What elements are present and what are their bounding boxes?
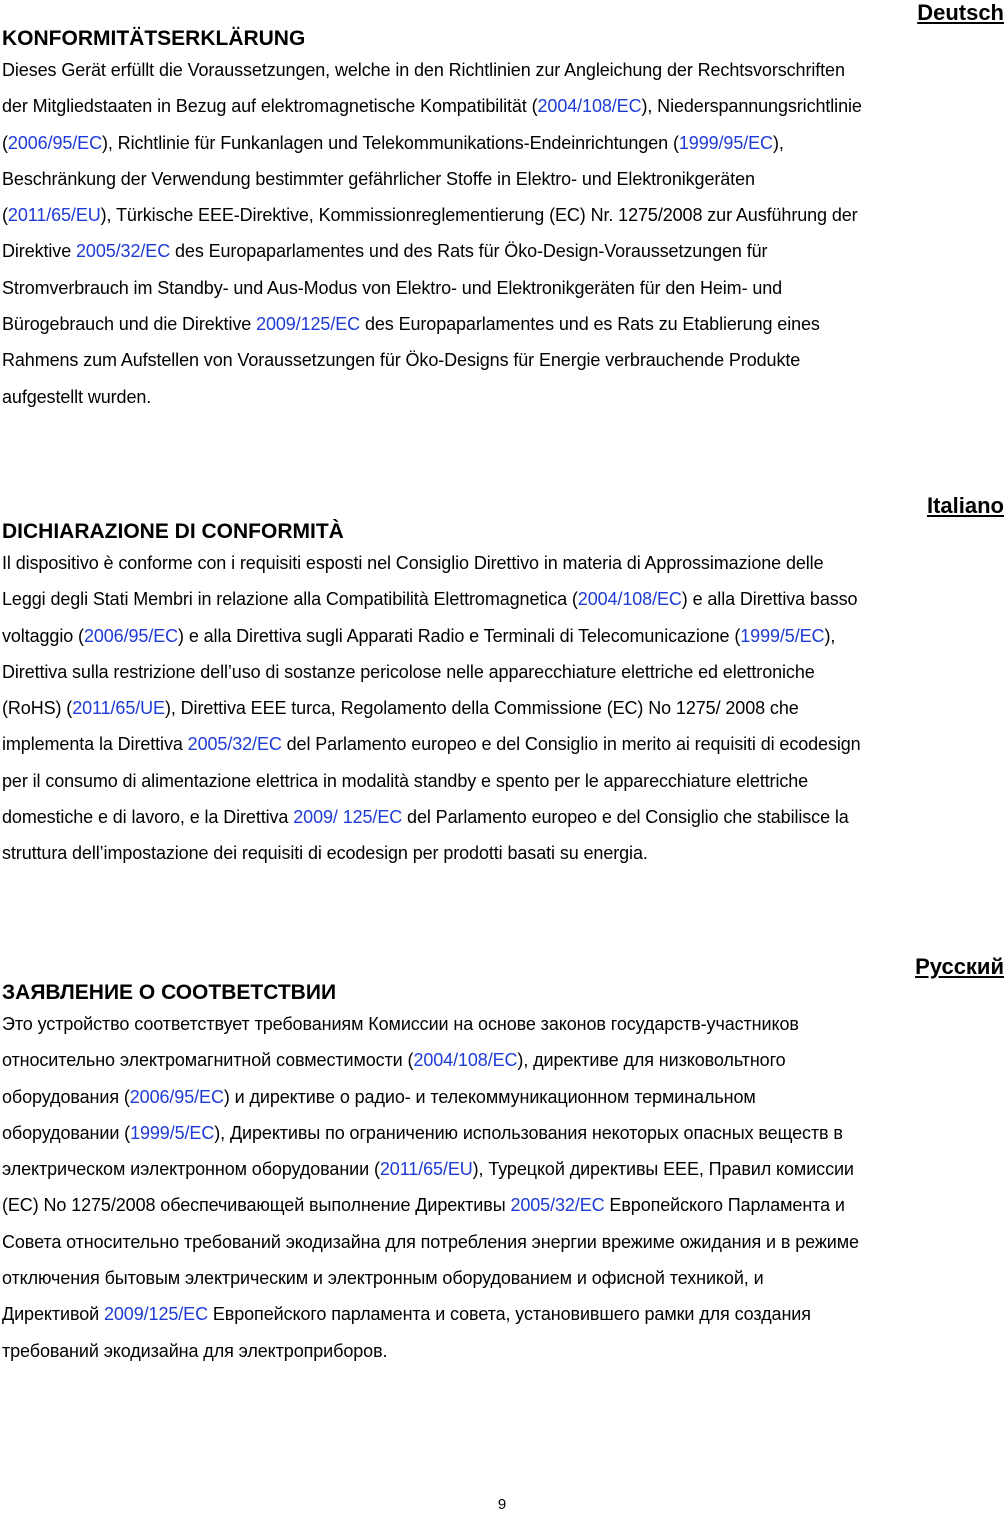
text-line <box>0 1260 1004 1296</box>
section-title: ЗАЯВЛЕНИЕ О СООТВЕТСТВИИ <box>2 981 337 1004</box>
directive-reference: 2011/65/EU <box>7 205 101 226</box>
text-fragment: ) e alla Direttiva sugli Apparati Radio e Terminali di Telecomunicazione ( <box>178 625 741 646</box>
text-fragment: del Parlamento europeo e del Consiglio in merito ai requisiti di ecodesign <box>281 734 861 755</box>
text-fragment: (RoHS) ( <box>2 698 73 719</box>
text-fragment: Европейского Парламента и <box>604 1195 845 1216</box>
directive-reference: 2004/108/EC <box>577 589 682 610</box>
text-fragment: оборудовании ( <box>2 1122 131 1143</box>
directive-reference: 1999/5/EC <box>130 1122 215 1143</box>
directive-reference: 2005/32/EC <box>187 734 282 755</box>
text-fragment: del Parlamento europeo e del Consiglio che stabilisce la <box>402 807 849 828</box>
text-fragment: Bürogebrauch und die Direktive <box>2 314 257 335</box>
text-line <box>0 125 1004 161</box>
text-fragment: ) e alla Direttiva basso <box>681 589 858 610</box>
directive-reference: 2009/ 125/EC <box>293 807 403 828</box>
text-fragment: относительно электромагнитной совместимости ( <box>2 1050 414 1071</box>
text-line <box>0 306 1004 342</box>
text-line <box>0 342 1004 378</box>
text-fragment: Совета относительно требований экодизайна для потребления энергии врежиме ожидания и в режиме <box>2 1231 859 1252</box>
directive-reference: 2005/32/EC <box>510 1195 605 1216</box>
text-fragment: Leggi degli Stati Membri in relazione alla Compatibilità Elettromagnetica ( <box>2 589 578 610</box>
text-line <box>0 1333 1004 1369</box>
section-title: DICHIARAZIONE DI CONFORMITÀ <box>2 520 344 543</box>
text-fragment: ), Türkische EEE-Direktive, Kommissionreglementierung (EC) Nr. 1275/2008 zur Ausführung der <box>100 205 858 226</box>
text-fragment: ), <box>772 132 784 153</box>
text-fragment: Direttiva sulla restrizione dell’uso di sostanze pericolose nelle apparecchiature elettriche ed elettroniche <box>2 661 815 682</box>
directive-reference: 2006/95/EC <box>7 132 102 153</box>
directive-reference: 2006/95/EC <box>83 625 179 646</box>
text-fragment: per il consumo di alimentazione elettrica in modalità standby e spento per le apparecchiature elettriche <box>2 770 809 791</box>
text-fragment: отключения бытовым электрическим и электронным оборудованием и офисной техникой, и <box>2 1268 764 1289</box>
language-label: Русский <box>915 954 1004 979</box>
text-fragment: (EC) No 1275/2008 обеспечивающей выполнение Директивы <box>2 1195 511 1216</box>
text-line <box>0 1042 1004 1078</box>
text-fragment: Rahmens zum Aufstellen von Voraussetzungen für Öko-Designs für Energie verbrauchende Produkte <box>2 350 801 371</box>
text-fragment: Директивой <box>2 1304 104 1325</box>
text-fragment: ), <box>824 625 836 646</box>
text-fragment: ), Турецкой директивы EEE, Правил комиссии <box>472 1159 854 1180</box>
text-fragment: ), Niederspannungsrichtlinie <box>641 96 862 117</box>
text-fragment: Европейского парламента и совета, установившего рамки для создания <box>207 1304 811 1325</box>
text-line <box>0 1224 1004 1260</box>
text-fragment: domestiche e di lavoro, e la Direttiva <box>2 807 294 828</box>
text-fragment: ( <box>2 205 8 226</box>
text-fragment: ), Директивы по ограничению использования некоторых опасных веществ в <box>214 1122 843 1143</box>
section-italiano <box>0 493 1004 872</box>
section-body <box>0 545 1004 872</box>
text-fragment: Stromverbrauch im Standby- und Aus-Modus von Elektro- und Elektronikgeräten für den Heim- und <box>2 277 783 298</box>
text-line <box>0 835 1004 871</box>
text-fragment: ), Richtlinie für Funkanlagen und Telekommunikations-Endeinrichtungen ( <box>101 132 679 153</box>
text-line <box>0 1296 1004 1332</box>
section-body <box>0 52 1004 415</box>
directive-reference: 1999/95/EC <box>678 132 773 153</box>
section-title: KONFORMITÄTSERKLÄRUNG <box>2 27 306 50</box>
text-line <box>0 1079 1004 1115</box>
text-line <box>0 545 1004 581</box>
directive-reference: 2009/125/EC <box>103 1304 208 1325</box>
text-fragment: ) и директиве о радио- и телекоммуникационном терминальном <box>223 1086 756 1107</box>
text-line <box>0 799 1004 835</box>
text-line <box>0 270 1004 306</box>
text-line <box>0 88 1004 124</box>
text-line <box>0 1187 1004 1223</box>
section-deutsch <box>0 0 1004 415</box>
text-line <box>0 763 1004 799</box>
text-line <box>0 1151 1004 1187</box>
directive-reference: 2004/108/EC <box>413 1050 518 1071</box>
text-fragment: der Mitgliedstaaten in Bezug auf elektromagnetische Kompatibilität ( <box>2 96 538 117</box>
text-fragment: Dieses Gerät erfüllt die Voraussetzungen, welche in den Richtlinien zur Angleichung der Rechtsvorschriften <box>2 60 845 80</box>
text-fragment: aufgestellt wurden. <box>2 386 152 407</box>
text-fragment: электрическом иэлектронном оборудовании ( <box>2 1159 380 1180</box>
text-fragment: оборудования ( <box>2 1086 130 1107</box>
directive-reference: 2011/65/EU <box>379 1159 473 1180</box>
text-fragment: des Europaparlamentes und des Rats für Öko-Design-Voraussetzungen für <box>170 241 768 262</box>
text-fragment: ( <box>2 132 8 153</box>
section-body <box>0 1006 1004 1369</box>
text-line <box>0 233 1004 269</box>
text-fragment: voltaggio ( <box>2 625 84 646</box>
text-line <box>0 581 1004 617</box>
text-fragment: Il dispositivo è conforme con i requisiti esposti nel Consiglio Direttivo in materia di Approssimazione delle <box>2 553 824 573</box>
text-fragment: struttura dell’impostazione dei requisiti di ecodesign per prodotti basati su energia. <box>2 843 648 864</box>
language-label: Deutsch <box>917 0 1004 25</box>
directive-reference: 2005/32/EC <box>76 241 171 262</box>
text-fragment: Это устройство соответствует требованиям Комиссии на основе законов государств-участников <box>2 1014 799 1034</box>
text-fragment: ), директиве для низковольтного <box>517 1050 786 1071</box>
text-line <box>0 379 1004 415</box>
directive-reference: 2004/108/EC <box>537 96 642 117</box>
text-line <box>0 52 1004 88</box>
text-line <box>0 197 1004 233</box>
text-fragment: des Europaparlamentes und es Rats zu Etablierung eines <box>360 314 820 335</box>
text-fragment: implementa la Direttiva <box>2 734 188 755</box>
text-line <box>0 1115 1004 1151</box>
directive-reference: 2009/125/EC <box>256 314 361 335</box>
text-line <box>0 690 1004 726</box>
section-russkiy <box>0 954 1004 1369</box>
directive-reference: 2006/95/EC <box>129 1086 224 1107</box>
text-line <box>0 726 1004 762</box>
text-fragment: Direktive <box>2 241 77 262</box>
text-line <box>0 654 1004 690</box>
page-number: 9 <box>497 1496 507 1513</box>
text-fragment: Beschränkung der Verwendung bestimmter gefährlicher Stoffe in Elektro- und Elektronikgeräten <box>2 168 755 189</box>
text-line <box>0 1006 1004 1042</box>
directive-reference: 1999/5/EC <box>740 625 825 646</box>
text-fragment: требований экодизайна для электроприборов. <box>2 1340 388 1361</box>
text-line <box>0 161 1004 197</box>
text-line <box>0 618 1004 654</box>
language-label: Italiano <box>926 493 1004 518</box>
directive-reference: 2011/65/UE <box>72 698 165 719</box>
text-fragment: ), Direttiva EEE turca, Regolamento della Commissione (EC) No 1275/ 2008 che <box>164 698 799 719</box>
